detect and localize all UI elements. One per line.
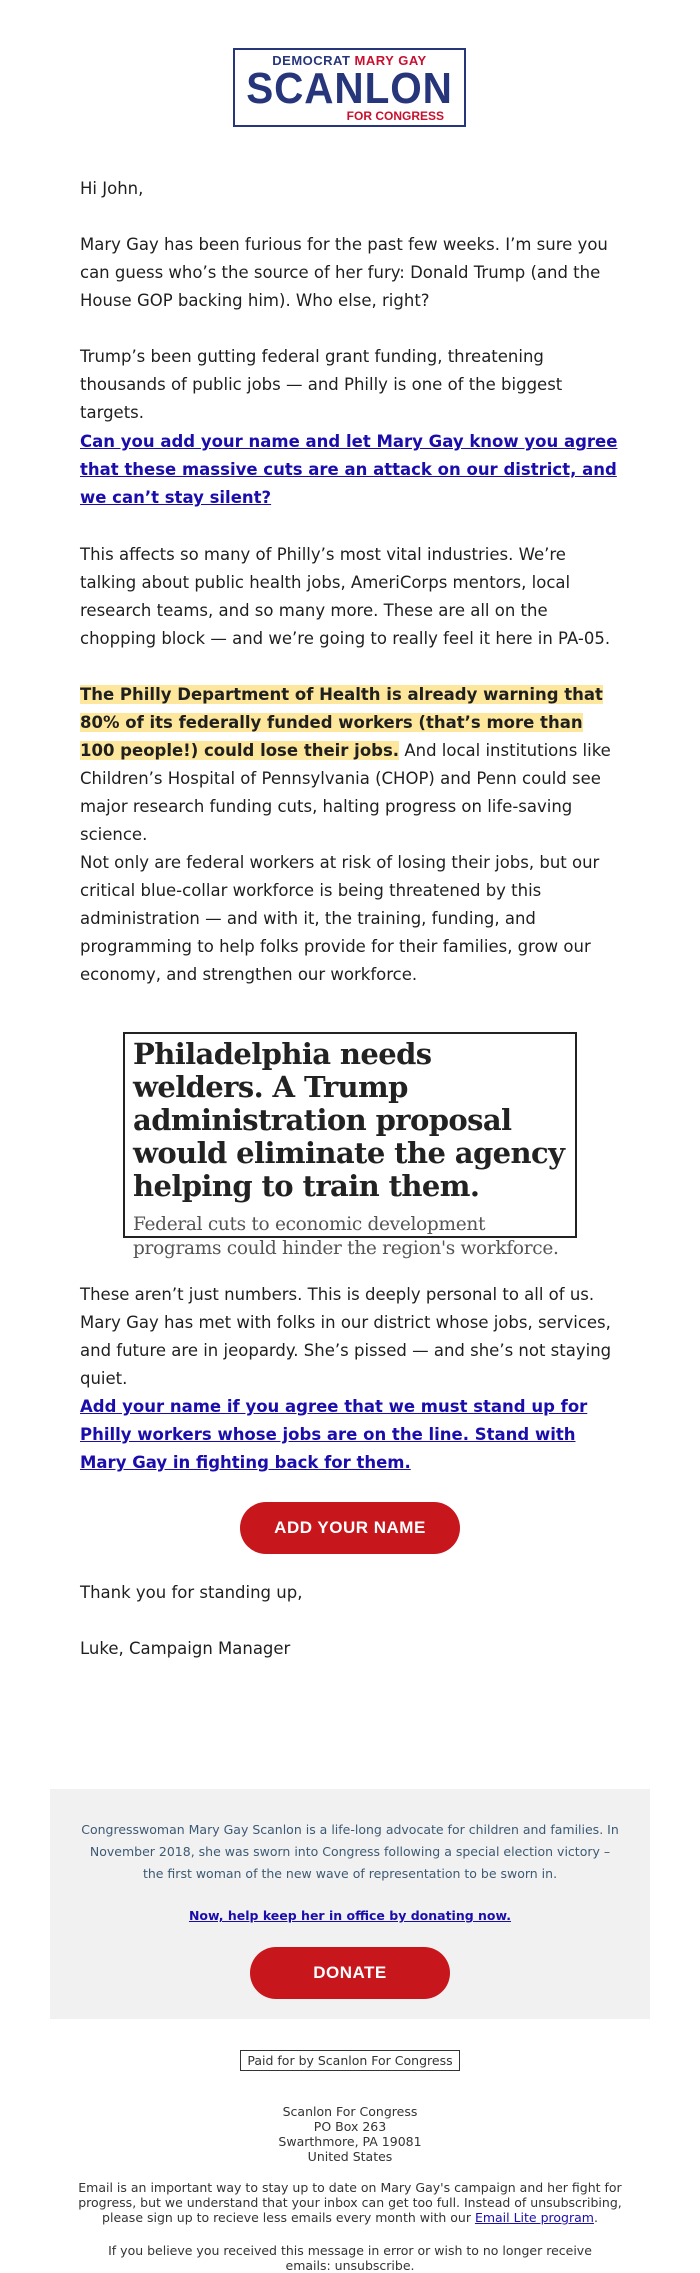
address-line: Swarthmore, PA 19081 — [278, 2134, 422, 2149]
paragraph-intro: Mary Gay has been furious for the past few weeks. I’m sure you can guess who’s the source of her fury: Donald Trump (and the House GOP backing him). Who else, right? — [80, 235, 608, 310]
campaign-logo — [233, 48, 466, 127]
email-lite-link[interactable]: Email Lite program — [474, 2210, 594, 2225]
paragraph-cta-2 — [80, 1393, 620, 1477]
mailing-address — [50, 2104, 650, 2164]
footer-donate-link-wrap — [50, 1908, 650, 1924]
news-headline: Philadelphia needs welders. A Trump administration proposal would eliminate the agency helping to train them. — [133, 1037, 565, 1203]
logo-for-congress: FOR CONGRESS — [346, 109, 444, 123]
greeting: Hi John, — [80, 179, 144, 198]
donate-button[interactable]: DONATE — [250, 1947, 450, 1999]
add-name-link-2[interactable]: Add your name if you agree that we must stand up for Philly workers whose jobs are on the line. Stand with Mary Gay in fighting back for them. — [80, 1397, 588, 1472]
news-headline-image — [123, 1032, 577, 1259]
highlighted-text: The Philly Department of Health is already warning that 80% of its federally funded workers (that’s more than 100 people!) could lose their jobs. — [80, 685, 603, 760]
donate-link[interactable]: Now, help keep her in office by donating now. — [188, 1908, 512, 1923]
address-line: Scanlon For Congress — [282, 2104, 418, 2119]
paragraph-health-dept — [80, 681, 620, 849]
paragraph-industries: This affects so many of Philly’s most vital industries. We’re talking about public health jobs, AmeriCorps mentors, local research teams, and so many more. These are all on the chopping block — and we’re going to really feel it here in PA-05. — [80, 545, 611, 648]
paid-for-by: Paid for by Scanlon For Congress — [240, 2050, 460, 2071]
logo-democrat: DEMOCRAT — [272, 53, 351, 68]
add-your-name-button[interactable]: ADD YOUR NAME — [240, 1502, 460, 1554]
paragraph-text: And local institutions like Children’s Hospital of Pennsylvania (CHOP) and Penn could see major research funding cuts, halting progress on life-saving science. — [80, 741, 611, 844]
closing-thanks: Thank you for standing up, — [80, 1583, 303, 1602]
logo-last-name: SCANLON — [246, 64, 453, 113]
paragraph-grant-cuts: Trump’s been gutting federal grant funding, threatening thousands of public jobs — and Philly is one of the biggest targets. — [80, 347, 563, 422]
unsubscribe-text[interactable]: If you believe you received this message in error or wish to no longer receive emails: unsubscribe. — [108, 2243, 592, 2273]
address-line: United States — [307, 2149, 393, 2164]
paragraph-personal: These aren’t just numbers. This is deeply personal to all of us. Mary Gay has met with folks in our district whose jobs, services, and future are in jeopardy. She’s pissed — and she’s not staying quiet. — [80, 1285, 612, 1388]
paragraph-cta-1 — [80, 428, 620, 512]
add-name-link-1[interactable]: Can you add your name and let Mary Gay know you agree that these massive cuts are an attack on our district, and we can’t stay silent? — [80, 432, 618, 507]
notice-end: . — [593, 2210, 598, 2225]
logo-first-name: MARY GAY — [354, 53, 427, 68]
address-line: PO Box 263 — [313, 2119, 387, 2134]
signature: Luke, Campaign Manager — [80, 1639, 291, 1658]
notice-text: Email is an important way to stay up to date on Mary Gay's campaign and her fight for progress, but we understand that your inbox can get too full. Instead of unsubscribing, please sign up to recieve less emails every month with our — [78, 2180, 622, 2225]
paragraph-workforce: Not only are federal workers at risk of losing their jobs, but our critical blue-collar workforce is being threatened by this administration — and with it, the training, funding, and programming to help folks provide for their families, grow our economy, and strengthen our workforce. — [80, 853, 600, 984]
email-notice — [60, 2180, 640, 2225]
footer-bio: Congresswoman Mary Gay Scanlon is a life-long advocate for children and families. In November 2018, she was sworn into Congress following a special election victory – the first woman of the new wave of representation to be sworn in. — [81, 1822, 619, 1881]
news-subhead: Federal cuts to economic development programs could hinder the region's workforce. — [133, 1214, 559, 1259]
